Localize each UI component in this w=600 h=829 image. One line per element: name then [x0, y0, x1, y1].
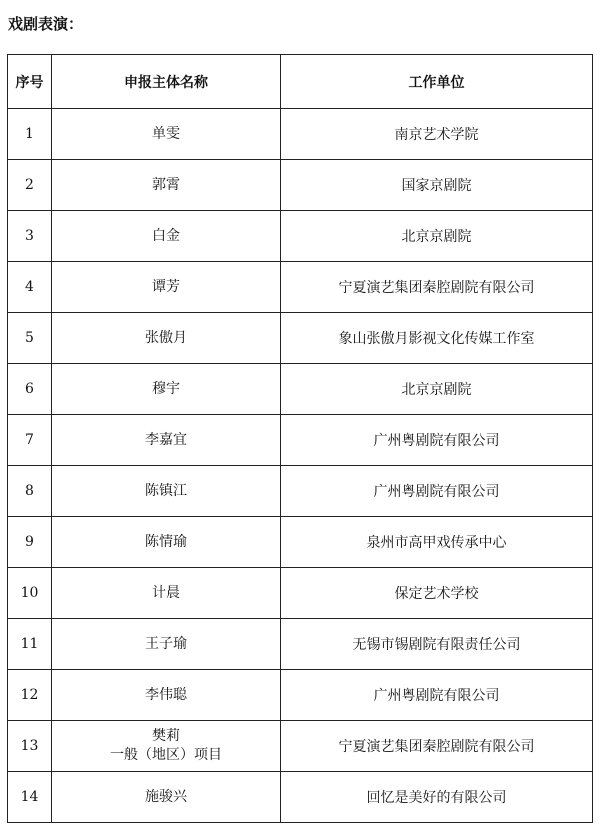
cell-organization: 保定艺术学校 — [281, 568, 593, 619]
cell-organization: 宁夏演艺集团秦腔剧院有限公司 — [281, 262, 593, 313]
table-row — [8, 211, 593, 262]
table-row — [8, 364, 593, 415]
cell-organization: 北京京剧院 — [281, 364, 593, 415]
applicant-note-text: 一般（地区）项目 — [110, 747, 222, 763]
cell-serial: 4 — [8, 262, 52, 313]
table-row — [8, 568, 593, 619]
header-serial: 序号 — [8, 55, 52, 109]
cell-organization: 北京京剧院 — [281, 211, 593, 262]
table-row — [8, 619, 593, 670]
table-header-row — [8, 55, 593, 109]
section-heading: 戏剧表演： — [8, 15, 84, 33]
cell-applicant-name — [52, 109, 281, 160]
cell-serial: 8 — [8, 466, 52, 517]
cell-organization: 国家京剧院 — [281, 160, 593, 211]
cell-serial: 2 — [8, 160, 52, 211]
cell-applicant-name — [52, 415, 281, 466]
table-row — [8, 670, 593, 721]
table-row — [8, 466, 593, 517]
cell-applicant-name — [52, 568, 281, 619]
cell-applicant-name — [52, 313, 281, 364]
applicant-name-text: 施骏兴 — [145, 788, 187, 805]
cell-serial: 9 — [8, 517, 52, 568]
table-row — [8, 517, 593, 568]
applicant-name-text: 陈情瑜 — [145, 533, 187, 550]
cell-serial: 12 — [8, 670, 52, 721]
cell-serial: 7 — [8, 415, 52, 466]
cell-organization: 南京艺术学院 — [281, 109, 593, 160]
cell-serial: 1 — [8, 109, 52, 160]
applicant-name-text: 计晨 — [152, 584, 180, 601]
cell-organization: 广州粤剧院有限公司 — [281, 466, 593, 517]
cell-applicant-name — [52, 772, 281, 823]
cell-organization: 泉州市高甲戏传承中心 — [281, 517, 593, 568]
applicant-name-text: 张傲月 — [145, 329, 187, 346]
cell-serial: 13 — [8, 721, 52, 772]
cell-applicant-name — [52, 466, 281, 517]
applicant-name-text: 单雯 — [152, 125, 180, 142]
cell-organization: 无锡市锡剧院有限责任公司 — [281, 619, 593, 670]
cell-applicant-name — [52, 517, 281, 568]
cell-applicant-name — [52, 262, 281, 313]
cell-applicant-name — [52, 211, 281, 262]
cell-organization: 象山张傲月影视文化传媒工作室 — [281, 313, 593, 364]
cell-applicant-name — [52, 619, 281, 670]
cell-applicant-name — [52, 364, 281, 415]
applicant-name-text: 白金 — [152, 227, 180, 244]
cell-organization: 宁夏演艺集团秦腔剧院有限公司 — [281, 721, 593, 772]
applicant-name-text: 王子瑜 — [145, 635, 187, 652]
cell-serial: 10 — [8, 568, 52, 619]
applicant-name-text: 陈镇江 — [145, 482, 187, 499]
table-row — [8, 262, 593, 313]
cell-serial: 3 — [8, 211, 52, 262]
cell-applicant-name — [52, 160, 281, 211]
cell-serial: 11 — [8, 619, 52, 670]
header-applicant-name: 申报主体名称 — [52, 55, 281, 109]
applicant-name-text: 郭霄 — [152, 176, 180, 193]
table-row — [8, 313, 593, 364]
table-row — [8, 109, 593, 160]
table-row — [8, 721, 593, 772]
cell-applicant-name — [52, 721, 281, 772]
applicant-name-text: 谭芳 — [152, 278, 180, 295]
cell-applicant-name — [52, 670, 281, 721]
table-row — [8, 160, 593, 211]
applicant-name-text: 李嘉宜 — [145, 431, 187, 448]
applicant-name-text: 李伟聪 — [145, 686, 187, 703]
cell-organization: 回忆是美好的有限公司 — [281, 772, 593, 823]
table-row — [8, 772, 593, 823]
cell-organization: 广州粤剧院有限公司 — [281, 415, 593, 466]
table-row — [8, 415, 593, 466]
applicant-name-text: 穆宇 — [152, 380, 180, 397]
cell-serial: 6 — [8, 364, 52, 415]
cell-serial: 14 — [8, 772, 52, 823]
applicant-name-text: 樊莉 — [152, 728, 180, 744]
cell-serial: 5 — [8, 313, 52, 364]
awardee-table — [7, 54, 593, 823]
header-organization: 工作单位 — [281, 55, 593, 109]
cell-organization: 广州粤剧院有限公司 — [281, 670, 593, 721]
